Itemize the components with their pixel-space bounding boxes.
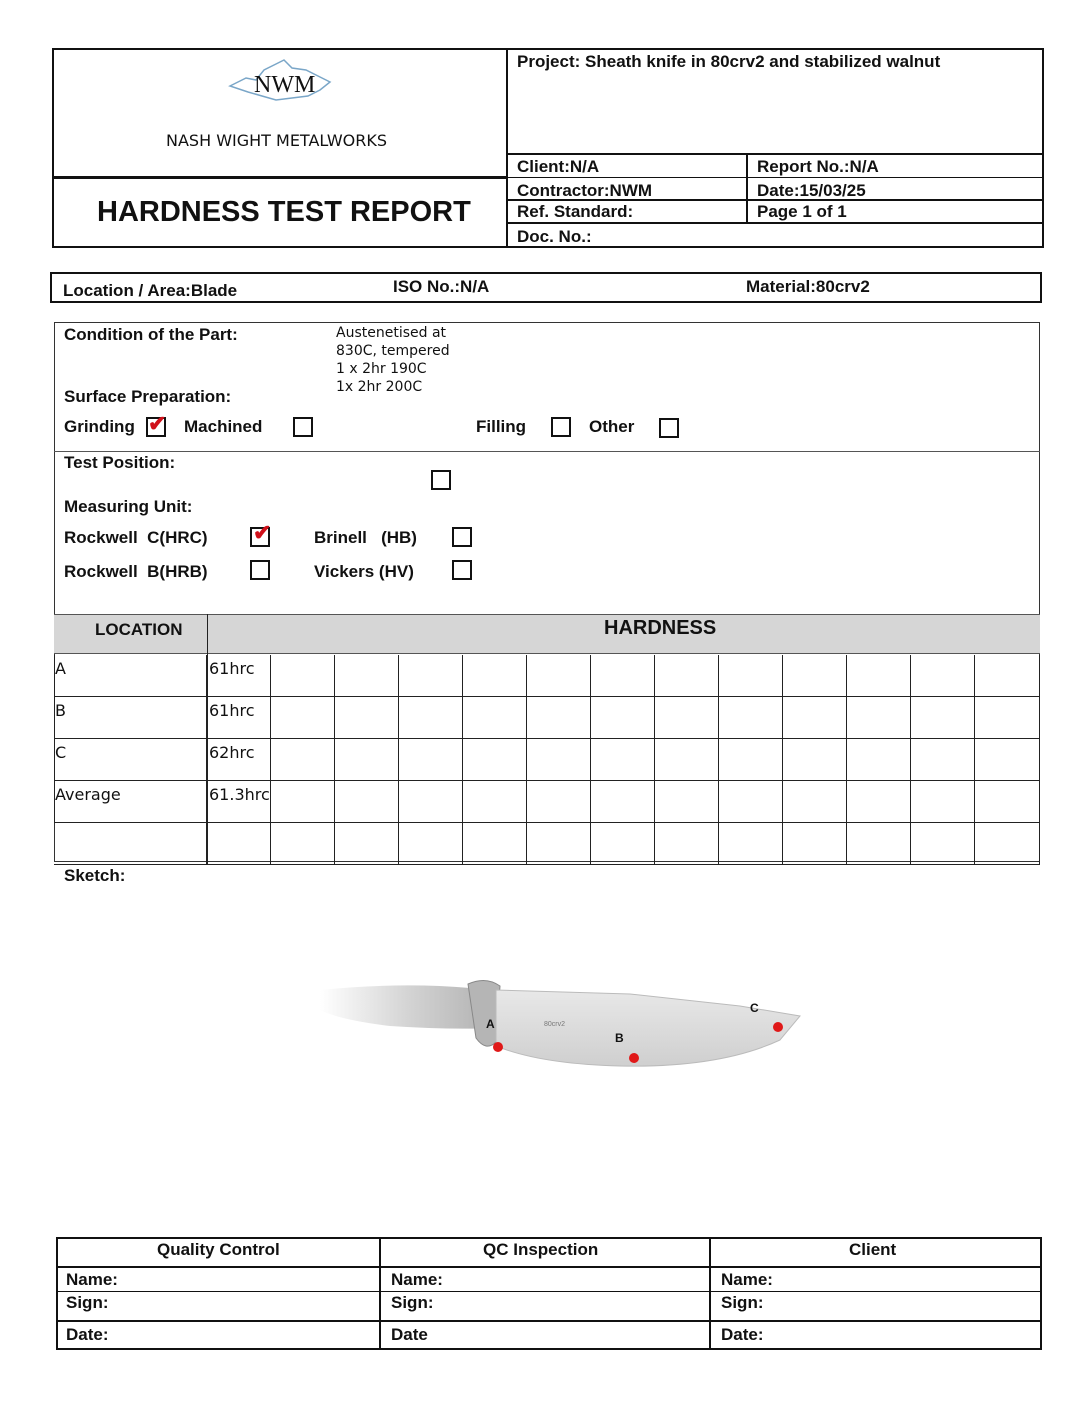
test-point-a <box>493 1042 503 1052</box>
hardness-empty-cell[interactable] <box>527 823 591 865</box>
date-signoff-field[interactable]: Date <box>391 1325 428 1344</box>
sketch-label: Sketch: <box>64 866 126 885</box>
hardness-empty-cell[interactable] <box>399 739 463 781</box>
client-field: Client:N/A <box>517 157 600 176</box>
hardness-empty-cell[interactable] <box>911 739 975 781</box>
report-title: HARDNESS TEST REPORT <box>97 196 471 228</box>
hardness-empty-cell[interactable] <box>975 655 1040 697</box>
condition-note-line: 1 x 2hr 190C <box>336 361 427 377</box>
project-text: Project: Sheath knife in 80crv2 and stabilized walnut <box>517 52 941 71</box>
page-field: Page 1 of 1 <box>757 202 847 221</box>
hardness-value-cell: 62hrc <box>207 739 271 781</box>
machined-checkbox[interactable] <box>293 417 313 437</box>
hardness-empty-cell[interactable] <box>271 781 335 823</box>
check-mark-icon: ✔ <box>148 411 167 436</box>
date-signoff-field[interactable]: Date: <box>721 1325 764 1344</box>
quality-control-header: Quality Control <box>157 1240 280 1259</box>
condition-notes <box>336 324 450 396</box>
hardness-empty-cell[interactable] <box>655 823 719 865</box>
hardness-empty-cell[interactable] <box>783 823 847 865</box>
hardness-empty-cell[interactable] <box>911 823 975 865</box>
date-field: Date:15/03/25 <box>757 181 866 200</box>
blade-stamp: 80crv2 <box>544 1021 566 1028</box>
hardness-value-cell: 61hrc <box>207 655 271 697</box>
hardness-empty-cell[interactable] <box>719 739 783 781</box>
material: Material:80crv2 <box>746 277 870 296</box>
mark-label-b: B <box>615 1031 624 1045</box>
hardness-empty-cell[interactable] <box>719 697 783 739</box>
test-position-label: Test Position: <box>64 453 176 472</box>
client-header: Client <box>849 1240 897 1259</box>
ref-standard-field: Ref. Standard: <box>517 202 634 221</box>
company-logo <box>226 56 336 106</box>
hardness-empty-cell[interactable] <box>399 655 463 697</box>
test-point-b <box>629 1053 639 1063</box>
hardness-empty-cell[interactable] <box>719 781 783 823</box>
hardness-empty-cell[interactable] <box>975 823 1040 865</box>
location-cell: A <box>54 655 207 697</box>
hardness-empty-cell[interactable] <box>655 781 719 823</box>
hardness-empty-cell[interactable] <box>783 697 847 739</box>
location-cell: C <box>54 739 207 781</box>
hardness-empty-cell[interactable] <box>591 823 655 865</box>
hardness-value-cell: 61.3hrc <box>207 781 271 823</box>
location-column-header: LOCATION <box>95 620 183 639</box>
surface-prep-label: Surface Preparation: <box>64 387 232 406</box>
hardness-value-cell <box>207 823 271 865</box>
test-point-c <box>773 1022 783 1032</box>
hardness-empty-cell[interactable] <box>399 823 463 865</box>
hardness-empty-cell[interactable] <box>655 655 719 697</box>
contractor-field: Contractor:NWM <box>517 181 653 200</box>
hardness-empty-cell[interactable] <box>463 655 527 697</box>
hardness-empty-cell[interactable] <box>847 739 911 781</box>
filling-label: Filling <box>476 417 527 436</box>
date-signoff-field[interactable]: Date: <box>66 1325 109 1344</box>
hb-label: Brinell (HB) <box>314 528 417 547</box>
other-label: Other <box>589 417 635 436</box>
mark-label-c: C <box>750 1001 759 1015</box>
hardness-empty-cell[interactable] <box>975 697 1040 739</box>
hardness-empty-cell[interactable] <box>847 781 911 823</box>
sign-field[interactable]: Sign: <box>66 1293 109 1312</box>
condition-label: Condition of the Part: <box>64 325 238 344</box>
hardness-empty-cell[interactable] <box>399 781 463 823</box>
hardness-empty-cell[interactable] <box>911 781 975 823</box>
hrb-label: Rockwell B(HRB) <box>64 562 208 581</box>
hardness-empty-cell[interactable] <box>975 781 1040 823</box>
grinding-label: Grinding <box>64 417 135 436</box>
hardness-empty-cell[interactable] <box>591 655 655 697</box>
hardness-column-header: HARDNESS <box>604 617 717 639</box>
company-name: NASH WIGHT METALWORKS <box>166 131 388 150</box>
hardness-empty-cell[interactable] <box>527 697 591 739</box>
hv-checkbox[interactable] <box>452 560 472 580</box>
hardness-empty-cell[interactable] <box>463 697 527 739</box>
hardness-empty-cell[interactable] <box>335 739 399 781</box>
filling-checkbox[interactable] <box>551 417 571 437</box>
knife-sketch <box>300 960 820 1090</box>
hardness-empty-cell[interactable] <box>655 697 719 739</box>
qc-inspection-header: QC Inspection <box>483 1240 599 1259</box>
hardness-value-cell: 61hrc <box>207 697 271 739</box>
test-position-checkbox[interactable] <box>431 470 451 490</box>
hardness-empty-cell[interactable] <box>719 655 783 697</box>
hardness-empty-cell[interactable] <box>975 739 1040 781</box>
hrc-label: Rockwell C(HRC) <box>64 528 208 547</box>
hardness-empty-cell[interactable] <box>271 697 335 739</box>
name-field[interactable]: Name: <box>391 1270 443 1289</box>
condition-note-line: 830C, tempered <box>336 343 450 359</box>
condition-note-line: Austenetised at <box>336 325 447 341</box>
hardness-empty-cell[interactable] <box>783 655 847 697</box>
hardness-empty-cell[interactable] <box>399 697 463 739</box>
hardness-empty-cell[interactable] <box>911 655 975 697</box>
condition-note-line: 1x 2hr 200C <box>336 379 423 395</box>
mark-label-a: A <box>486 1017 495 1031</box>
hardness-empty-cell[interactable] <box>463 739 527 781</box>
location-area: Location / Area:Blade <box>63 281 238 300</box>
hardness-empty-cell[interactable] <box>527 739 591 781</box>
other-checkbox[interactable] <box>659 418 679 438</box>
hardness-empty-cell[interactable] <box>847 697 911 739</box>
hardness-empty-cell[interactable] <box>271 739 335 781</box>
doc-no-field: Doc. No.: <box>517 227 592 246</box>
hardness-empty-cell[interactable] <box>719 823 783 865</box>
hardness-empty-cell[interactable] <box>911 697 975 739</box>
hb-checkbox[interactable] <box>452 527 472 547</box>
name-field[interactable]: Name: <box>721 1270 773 1289</box>
hardness-empty-cell[interactable] <box>271 655 335 697</box>
table-header-row <box>54 614 1040 654</box>
hardness-empty-cell[interactable] <box>591 781 655 823</box>
location-cell: B <box>54 697 207 739</box>
logo-text: NWM <box>254 72 316 98</box>
location-cell <box>54 823 207 865</box>
hardness-empty-cell[interactable] <box>527 655 591 697</box>
measuring-unit-label: Measuring Unit: <box>64 497 193 516</box>
machined-label: Machined <box>184 417 263 436</box>
knife-guard <box>468 980 500 1046</box>
hardness-empty-cell[interactable] <box>335 823 399 865</box>
report-no-field: Report No.:N/A <box>757 157 879 176</box>
name-field[interactable]: Name: <box>66 1270 118 1289</box>
hardness-empty-cell[interactable] <box>783 781 847 823</box>
hardness-empty-cell[interactable] <box>847 823 911 865</box>
hardness-empty-cell[interactable] <box>847 655 911 697</box>
hardness-empty-cell[interactable] <box>335 697 399 739</box>
sign-field[interactable]: Sign: <box>391 1293 434 1312</box>
location-cell: Average <box>54 781 207 823</box>
hardness-empty-cell[interactable] <box>655 739 719 781</box>
hardness-empty-cell[interactable] <box>335 781 399 823</box>
hardness-empty-cell[interactable] <box>783 739 847 781</box>
hardness-empty-cell[interactable] <box>463 823 527 865</box>
iso-number: ISO No.:N/A <box>393 277 490 296</box>
hardness-empty-cell[interactable] <box>463 781 527 823</box>
check-mark-icon: ✔ <box>253 520 272 545</box>
hardness-empty-cell[interactable] <box>591 697 655 739</box>
hardness-empty-cell[interactable] <box>271 823 335 865</box>
sign-field[interactable]: Sign: <box>721 1293 764 1312</box>
hardness-empty-cell[interactable] <box>527 781 591 823</box>
hardness-empty-cell[interactable] <box>335 655 399 697</box>
hrb-checkbox[interactable] <box>250 560 270 580</box>
hardness-empty-cell[interactable] <box>591 739 655 781</box>
hv-label: Vickers (HV) <box>314 562 414 581</box>
